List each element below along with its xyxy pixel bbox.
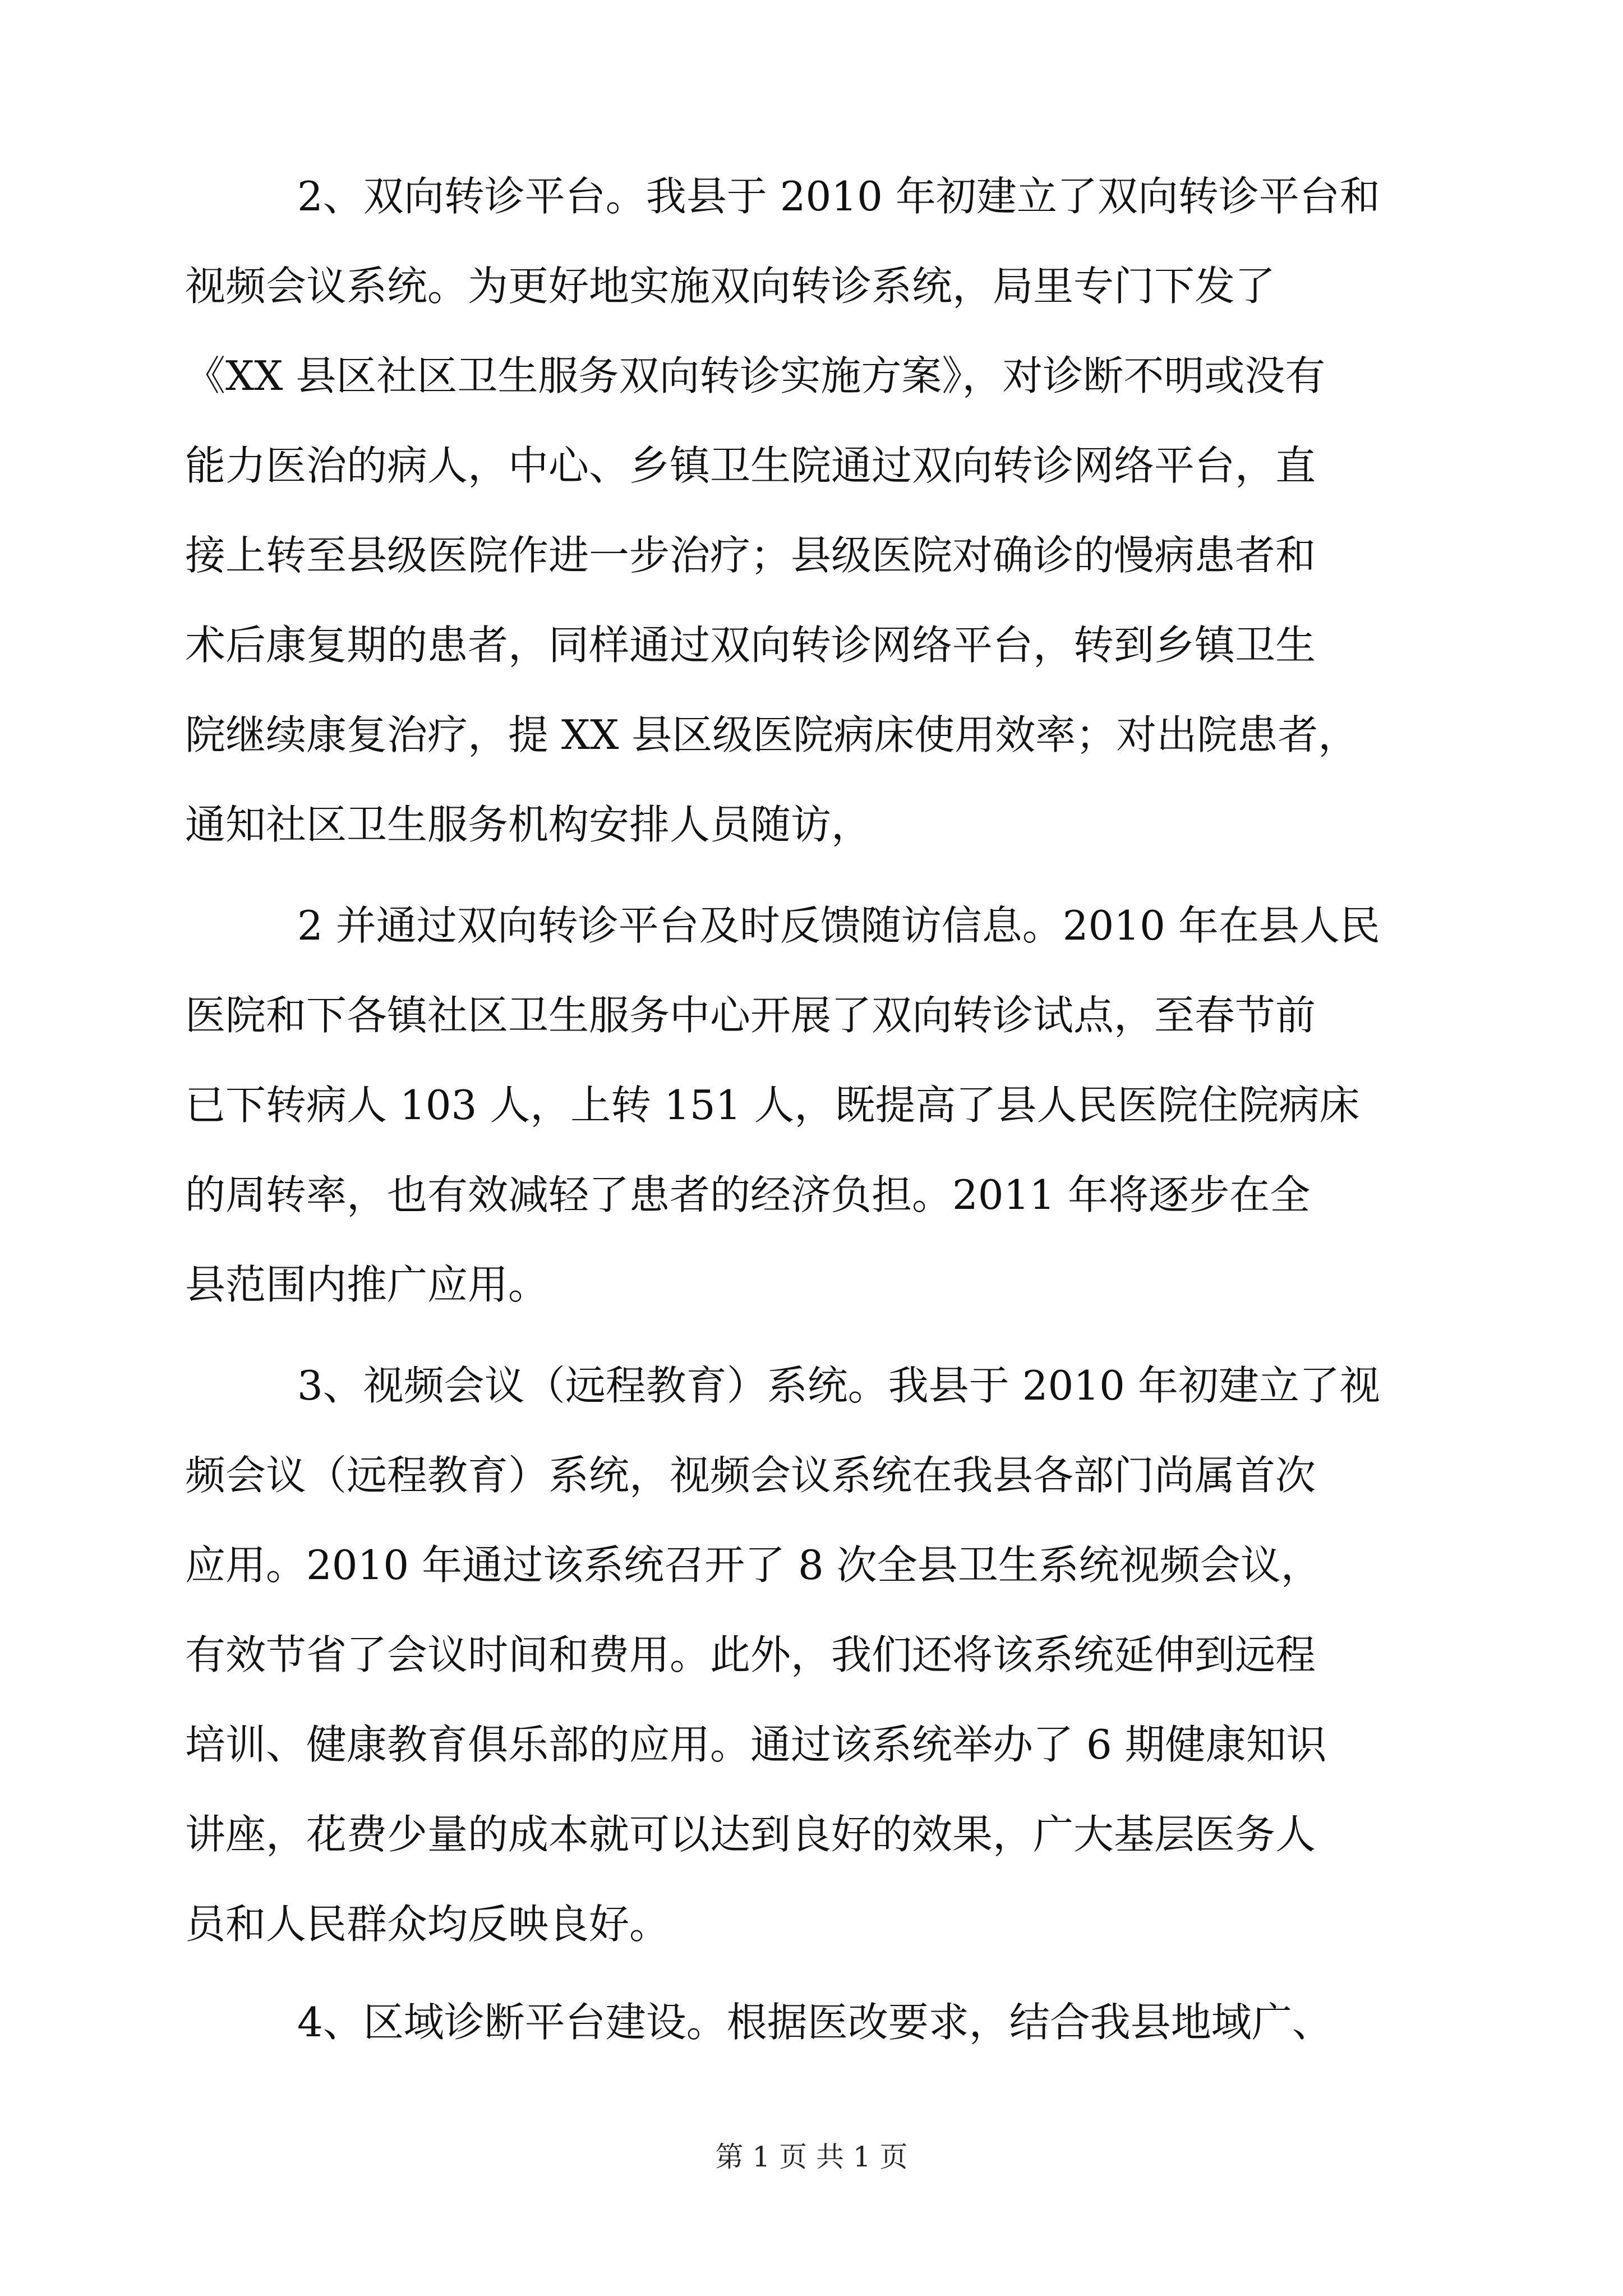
body-text-line: 频会议（远程教育）系统，视频会议系统在我县各部门尚属首次: [185, 1452, 1316, 1499]
body-text-line: 院继续康复治疗，提 XX 县区级医院病床使用效率；对出院患者，: [185, 711, 1359, 758]
body-text-line: 医院和下各镇社区卫生服务中心开展了双向转诊试点，至春节前: [185, 992, 1316, 1039]
body-text-line: 接上转至县级医院作进一步治疗；县级医院对确诊的慢病患者和: [185, 532, 1316, 579]
body-text-line: 的周转率，也有效减轻了患者的经济负担。2011 年将逐步在全: [185, 1171, 1311, 1218]
body-text-line: 2、双向转诊平台。我县于 2010 年初建立了双向转诊平台和: [297, 173, 1380, 220]
body-text-line: 通知社区卫生服务机构安排人员随访，: [185, 801, 872, 848]
body-text-line: 3、视频会议（远程教育）系统。我县于 2010 年初建立了视: [297, 1362, 1380, 1409]
body-text-line: 视频会议系统。为更好地实施双向转诊系统，局里专门下发了: [185, 263, 1276, 310]
body-text-line: 有效节省了会议时间和费用。此外，我们还将该系统延伸到远程: [185, 1631, 1316, 1678]
body-text-line: 4、区域诊断平台建设。根据医改要求，结合我县地域广、: [297, 1999, 1332, 2046]
body-text-line: 员和人民群众均反映良好。: [185, 1901, 670, 1948]
body-text-line: 能力医治的病人，中心、乡镇卫生院通过双向转诊网络平台，直: [185, 442, 1316, 489]
body-text-line: 术后康复期的患者，同样通过双向转诊网络平台，转到乡镇卫生: [185, 622, 1316, 669]
body-text-line: 应用。2010 年通过该系统召开了 8 次全县卫生系统视频会议，: [185, 1542, 1321, 1589]
body-text-line: 培训、健康教育俱乐部的应用。通过该系统举办了 6 期健康知识: [185, 1721, 1327, 1768]
body-text-line: 《XX 县区社区卫生服务双向转诊实施方案》，对诊断不明或没有: [185, 352, 1326, 399]
body-text-line: 讲座，花费少量的成本就可以达到良好的效果，广大基层医务人: [185, 1811, 1316, 1858]
body-text-line: 县范围内推广应用。: [185, 1261, 549, 1308]
body-text-line: 已下转病人 103 人，上转 151 人，既提高了县人民医院住院病床: [185, 1082, 1360, 1129]
body-text-line: 2 并通过双向转诊平台及时反馈随访信息。2010 年在县人民: [297, 902, 1380, 949]
page-footer: 第 1 页 共 1 页: [715, 2141, 908, 2173]
